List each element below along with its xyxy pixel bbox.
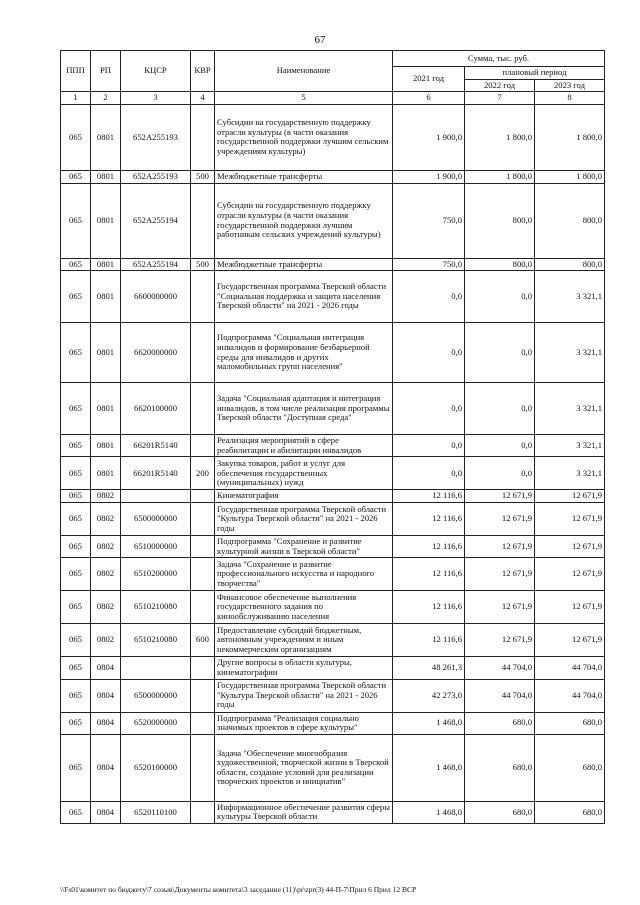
cell-kcsr: 6600000000 [121, 271, 191, 323]
cell-2023: 44 704,0 [535, 657, 605, 679]
cell-2022: 0,0 [465, 457, 535, 490]
cell-kcsr: 6510200000 [121, 558, 191, 591]
cell-kcsr: 6620100000 [121, 383, 191, 435]
cell-2023: 800,0 [535, 258, 605, 271]
cell-2022: 44 704,0 [465, 657, 535, 679]
cell-name: Предоставление субсидий бюджетным, автономным учреждениям и иным некоммерческим организациям [215, 624, 393, 657]
table-row [61, 383, 605, 435]
cell-2022: 800,0 [465, 258, 535, 271]
cell-2021: 0,0 [393, 457, 465, 490]
cell-2021: 1 468,0 [393, 801, 465, 823]
cell-2023: 12 671,9 [535, 624, 605, 657]
cell-kcsr: 6500000000 [121, 679, 191, 712]
cell-rp: 0802 [91, 591, 121, 624]
cell-kcsr: 66201R5140 [121, 435, 191, 457]
cell-2023: 1 800,0 [535, 170, 605, 183]
column-number: 8 [535, 92, 605, 105]
cell-2023: 680,0 [535, 734, 605, 801]
header-kcsr: КЦСР [121, 51, 191, 92]
cell-kcsr: 6510210080 [121, 624, 191, 657]
table-body [61, 104, 605, 823]
table-row [61, 104, 605, 170]
cell-ppp: 065 [61, 258, 91, 271]
cell-rp: 0801 [91, 271, 121, 323]
cell-kcsr: 652A255194 [121, 183, 191, 258]
cell-kvr: 600 [191, 624, 215, 657]
cell-kcsr: 652A255194 [121, 258, 191, 271]
cell-kvr [191, 323, 215, 383]
cell-2021: 0,0 [393, 271, 465, 323]
column-number: 1 [61, 92, 91, 105]
cell-rp: 0802 [91, 558, 121, 591]
cell-ppp: 065 [61, 734, 91, 801]
cell-name: Реализация мероприятий в сфере реабилитации и абилитации инвалидов [215, 435, 393, 457]
cell-name: Подпрограмма "Сохранение и развитие культурной жизни в Тверской области" [215, 536, 393, 558]
cell-kvr [191, 183, 215, 258]
header-kvr: КВР [191, 51, 215, 92]
cell-rp: 0804 [91, 712, 121, 734]
cell-kvr [191, 435, 215, 457]
header-2022: 2022 год [465, 79, 535, 92]
cell-2021: 0,0 [393, 435, 465, 457]
cell-rp: 0801 [91, 258, 121, 271]
cell-2021: 12 116,6 [393, 503, 465, 536]
cell-ppp: 065 [61, 490, 91, 503]
cell-2023: 3 321,1 [535, 271, 605, 323]
cell-name: Подпрограмма "Социальная интеграция инвалидов и формирование безбарьерной среды для инвалидов и других маломобильных групп населения" [215, 323, 393, 383]
cell-kvr [191, 679, 215, 712]
cell-2023: 3 321,1 [535, 457, 605, 490]
cell-ppp: 065 [61, 383, 91, 435]
cell-2022: 0,0 [465, 271, 535, 323]
cell-2021: 12 116,6 [393, 536, 465, 558]
cell-ppp: 065 [61, 323, 91, 383]
table-row [61, 558, 605, 591]
cell-kcsr: 6620000000 [121, 323, 191, 383]
cell-name: Кинематография [215, 490, 393, 503]
cell-2022: 44 704,0 [465, 679, 535, 712]
cell-ppp: 065 [61, 457, 91, 490]
cell-rp: 0801 [91, 323, 121, 383]
cell-kvr [191, 558, 215, 591]
cell-2023: 800,0 [535, 183, 605, 258]
cell-2023: 3 321,1 [535, 383, 605, 435]
cell-2022: 1 800,0 [465, 170, 535, 183]
cell-name: Государственная программа Тверской области "Культура Тверской области" на 2021 - 2026 годы [215, 679, 393, 712]
cell-2021: 750,0 [393, 258, 465, 271]
header-2023: 2023 год [535, 79, 605, 92]
cell-2023: 12 671,9 [535, 591, 605, 624]
header-name: Наименование [215, 51, 393, 92]
cell-name: Задача "Сохранение и развитие профессионального искусства и народного творчества" [215, 558, 393, 591]
cell-name: Информационное обеспечение развития сферы культуры Тверской области [215, 801, 393, 823]
cell-kvr: 500 [191, 170, 215, 183]
header-planned-period: плановый период [465, 67, 605, 80]
table-row [61, 258, 605, 271]
cell-2021: 750,0 [393, 183, 465, 258]
cell-ppp: 065 [61, 435, 91, 457]
cell-rp: 0802 [91, 624, 121, 657]
cell-ppp: 065 [61, 657, 91, 679]
cell-rp: 0802 [91, 490, 121, 503]
cell-kcsr: 66201R5140 [121, 457, 191, 490]
footer-file-path: \\Fs01\комитет по бюджету\7 созыв\Документы комитета\3 заседание (11)\pr\zpr(3) 44-П-7\Прил 6 Прил 12 ВСР [60, 885, 417, 894]
cell-ppp: 065 [61, 712, 91, 734]
cell-2021: 1 468,0 [393, 712, 465, 734]
cell-2023: 12 671,9 [535, 503, 605, 536]
cell-kvr [191, 536, 215, 558]
cell-2023: 680,0 [535, 712, 605, 734]
column-number: 6 [393, 92, 465, 105]
cell-2023: 12 671,9 [535, 536, 605, 558]
cell-ppp: 065 [61, 104, 91, 170]
table-row [61, 503, 605, 536]
cell-2021: 12 116,6 [393, 591, 465, 624]
cell-ppp: 065 [61, 624, 91, 657]
cell-2022: 1 800,0 [465, 104, 535, 170]
cell-2022: 12 671,9 [465, 503, 535, 536]
cell-2021: 1 900,0 [393, 104, 465, 170]
cell-rp: 0802 [91, 536, 121, 558]
table-header [61, 51, 605, 105]
cell-2023: 3 321,1 [535, 323, 605, 383]
cell-2021: 12 116,6 [393, 624, 465, 657]
cell-name: Субсидии на государственную поддержку отрасли культуры (в части оказания государственной поддержки лучшим работникам сельских учреждений культуры) [215, 183, 393, 258]
cell-name: Государственная программа Тверской области "Культура Тверской области" на 2021 - 2026 годы [215, 503, 393, 536]
cell-2022: 12 671,9 [465, 490, 535, 503]
cell-ppp: 065 [61, 679, 91, 712]
cell-2023: 1 800,0 [535, 104, 605, 170]
cell-ppp: 065 [61, 536, 91, 558]
cell-kcsr: 6520110100 [121, 801, 191, 823]
cell-2021: 0,0 [393, 323, 465, 383]
cell-rp: 0801 [91, 104, 121, 170]
cell-kcsr: 6500000000 [121, 503, 191, 536]
cell-2022: 12 671,9 [465, 558, 535, 591]
cell-kvr [191, 734, 215, 801]
cell-name: Финансовое обеспечение выполнения государственного задания по кинообслуживанию населения [215, 591, 393, 624]
budget-table [60, 50, 605, 824]
cell-kcsr: 6520100000 [121, 734, 191, 801]
cell-kvr [191, 801, 215, 823]
cell-2022: 0,0 [465, 323, 535, 383]
cell-2022: 0,0 [465, 435, 535, 457]
cell-name: Подпрограмма "Реализация социально значимых проектов в сфере культуры" [215, 712, 393, 734]
cell-2022: 12 671,9 [465, 536, 535, 558]
cell-ppp: 065 [61, 591, 91, 624]
cell-ppp: 065 [61, 503, 91, 536]
cell-kcsr [121, 657, 191, 679]
cell-2021: 1 468,0 [393, 734, 465, 801]
cell-2023: 680,0 [535, 801, 605, 823]
cell-kvr [191, 657, 215, 679]
column-numbers-row [61, 92, 605, 105]
cell-rp: 0801 [91, 435, 121, 457]
cell-kvr [191, 271, 215, 323]
cell-name: Другие вопросы в области культуры, кинематографии [215, 657, 393, 679]
cell-2021: 1 900,0 [393, 170, 465, 183]
cell-name: Межбюджетные трансферты [215, 170, 393, 183]
cell-name: Межбюджетные трансферты [215, 258, 393, 271]
cell-2022: 680,0 [465, 734, 535, 801]
cell-2022: 680,0 [465, 801, 535, 823]
cell-kvr [191, 104, 215, 170]
cell-ppp: 065 [61, 183, 91, 258]
cell-kvr [191, 503, 215, 536]
header-ppp: ППП [61, 51, 91, 92]
cell-ppp: 065 [61, 271, 91, 323]
column-number: 7 [465, 92, 535, 105]
cell-kvr [191, 383, 215, 435]
table-row [61, 801, 605, 823]
cell-2021: 42 273,0 [393, 679, 465, 712]
cell-ppp: 065 [61, 558, 91, 591]
cell-2021: 48 261,3 [393, 657, 465, 679]
cell-name: Задача "Обеспечение многообразия художественной, творческой жизни в Тверской области, создание условий для реализации творческих проектов и инициатив" [215, 734, 393, 801]
cell-name: Задача "Социальная адаптация и интеграция инвалидов, в том числе реализация программы Тверской области "Доступная среда" [215, 383, 393, 435]
cell-2022: 12 671,9 [465, 591, 535, 624]
cell-kvr: 500 [191, 258, 215, 271]
cell-2022: 800,0 [465, 183, 535, 258]
column-number: 5 [215, 92, 393, 105]
table-row [61, 734, 605, 801]
column-number: 3 [121, 92, 191, 105]
cell-2023: 12 671,9 [535, 490, 605, 503]
header-rp: РП [91, 51, 121, 92]
table-row [61, 170, 605, 183]
cell-ppp: 065 [61, 170, 91, 183]
cell-kcsr: 6510000000 [121, 536, 191, 558]
cell-2021: 12 116,6 [393, 558, 465, 591]
cell-kvr: 200 [191, 457, 215, 490]
page-number: 67 [314, 34, 326, 46]
table-row [61, 490, 605, 503]
header-2021: 2021 год [393, 67, 465, 92]
table-row [61, 624, 605, 657]
cell-2022: 680,0 [465, 712, 535, 734]
cell-2022: 0,0 [465, 383, 535, 435]
table-row [61, 457, 605, 490]
table-row [61, 591, 605, 624]
cell-name: Закупка товаров, работ и услуг для обеспечения государственных (муниципальных) нужд [215, 457, 393, 490]
table-row [61, 679, 605, 712]
cell-2023: 3 321,1 [535, 435, 605, 457]
cell-rp: 0801 [91, 183, 121, 258]
table-row [61, 712, 605, 734]
cell-rp: 0804 [91, 657, 121, 679]
cell-kcsr: 652A255193 [121, 170, 191, 183]
cell-name: Государственная программа Тверской области "Социальная поддержка и защита населения Тверской области" на 2021 - 2026 годы [215, 271, 393, 323]
cell-2022: 12 671,9 [465, 624, 535, 657]
cell-rp: 0804 [91, 734, 121, 801]
cell-kcsr: 652A255193 [121, 104, 191, 170]
table-row [61, 183, 605, 258]
cell-kcsr: 6520000000 [121, 712, 191, 734]
table-row [61, 536, 605, 558]
cell-kcsr: 6510210080 [121, 591, 191, 624]
cell-rp: 0801 [91, 383, 121, 435]
cell-2021: 12 116,6 [393, 490, 465, 503]
cell-kvr [191, 591, 215, 624]
cell-rp: 0804 [91, 801, 121, 823]
cell-rp: 0804 [91, 679, 121, 712]
cell-kcsr [121, 490, 191, 503]
cell-2023: 12 671,9 [535, 558, 605, 591]
cell-name: Субсидии на государственную поддержку отрасли культуры (в части оказания государственной поддержки лучшим сельским учреждениям культуры) [215, 104, 393, 170]
cell-2023: 44 704,0 [535, 679, 605, 712]
table-row [61, 323, 605, 383]
cell-2021: 0,0 [393, 383, 465, 435]
table-row [61, 435, 605, 457]
header-sum: Сумма, тыс. руб. [393, 51, 605, 67]
cell-rp: 0801 [91, 457, 121, 490]
cell-ppp: 065 [61, 801, 91, 823]
cell-rp: 0801 [91, 170, 121, 183]
table-row [61, 271, 605, 323]
cell-kvr [191, 490, 215, 503]
column-number: 2 [91, 92, 121, 105]
cell-kvr [191, 712, 215, 734]
column-number: 4 [191, 92, 215, 105]
table-row [61, 657, 605, 679]
cell-rp: 0802 [91, 503, 121, 536]
